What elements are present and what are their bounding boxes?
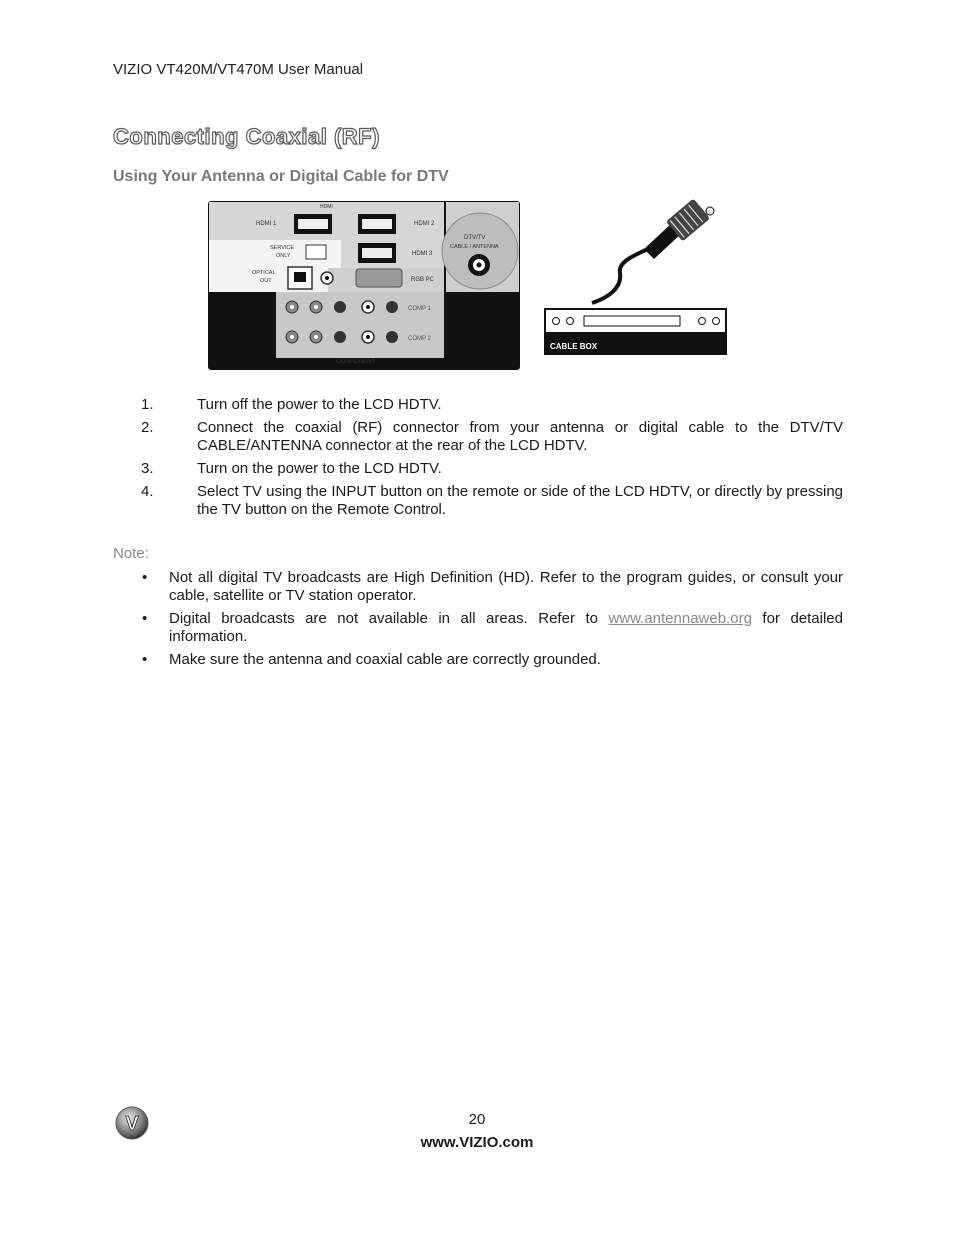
bullet: • bbox=[142, 651, 148, 668]
list-item bbox=[113, 460, 843, 478]
hdmi2-label: HDMI 2 bbox=[414, 221, 435, 227]
service-port bbox=[306, 245, 326, 259]
step-number: 1. bbox=[141, 396, 154, 413]
step-text: Connect the coaxial (RF) connector from your antenna or digital cable to the DTV/TV CABLE/ANTENNA connector at the rear of the LCD HDTV. bbox=[197, 419, 843, 454]
step-number: 2. bbox=[141, 419, 154, 436]
dtv-antenna-highlight bbox=[442, 213, 518, 289]
cable-box-diagram bbox=[544, 193, 728, 357]
note-text: Not all digital TV broadcasts are High Definition (HD). Refer to the program guides, or consult your cable, satellite or TV station operator. bbox=[169, 569, 843, 604]
note-list bbox=[113, 569, 843, 674]
optical-label-1: OPTICAL bbox=[252, 270, 276, 276]
hdmi3-label: HDMI 3 bbox=[412, 251, 433, 257]
list-item bbox=[113, 483, 843, 519]
service-label-1: SERVICE bbox=[270, 245, 295, 251]
bullet: • bbox=[142, 610, 148, 627]
list-item bbox=[113, 610, 843, 646]
step-text: Turn off the power to the LCD HDTV. bbox=[197, 396, 442, 413]
section-title: Connecting Coaxial (RF) bbox=[113, 124, 380, 149]
optical-label-2: OUT bbox=[260, 278, 272, 284]
logo-letter: V bbox=[125, 1113, 139, 1135]
bullet: • bbox=[142, 569, 148, 586]
comp1-label: COMP 1 bbox=[408, 306, 431, 312]
note-text: Digital broadcasts are not available in all areas. Refer to bbox=[169, 610, 609, 627]
step-number: 4. bbox=[141, 483, 154, 500]
dtv-label-2: CABLE / ANTENNA bbox=[450, 244, 499, 250]
hdmi1-label: HDMI 1 bbox=[256, 221, 277, 227]
list-item bbox=[113, 419, 843, 455]
hdmi-header-label: HDMI bbox=[320, 204, 333, 210]
rgb-pc-label: RGB PC bbox=[411, 277, 435, 283]
list-item bbox=[113, 569, 843, 605]
component-label: COMPONENT bbox=[336, 359, 375, 365]
coaxial-cable bbox=[592, 249, 648, 303]
antennaweb-link[interactable]: www.antennaweb.org bbox=[608, 610, 752, 627]
footer-website: www.VIZIO.com bbox=[420, 1134, 534, 1151]
rgb-pc-port bbox=[356, 269, 402, 287]
note-text: Make sure the antenna and coaxial cable are correctly grounded. bbox=[169, 651, 601, 668]
service-label-2: ONLY bbox=[276, 253, 291, 259]
section-subtitle: Using Your Antenna or Digital Cable for DTV bbox=[113, 168, 449, 185]
list-item bbox=[113, 651, 843, 669]
list-item bbox=[113, 396, 843, 414]
instruction-steps bbox=[113, 396, 843, 524]
step-text: Turn on the power to the LCD HDTV. bbox=[197, 460, 442, 477]
comp2-label: COMP 2 bbox=[408, 336, 431, 342]
dtv-label-1: DTV/TV bbox=[464, 235, 486, 241]
note-text: for detailed information. bbox=[169, 610, 843, 645]
note-label: Note: bbox=[113, 545, 149, 562]
manual-header: VIZIO VT420M/VT470M User Manual bbox=[113, 61, 364, 78]
cable-box-label: CABLE BOX bbox=[550, 342, 598, 351]
page-number: 20 bbox=[468, 1111, 486, 1128]
step-number: 3. bbox=[141, 460, 154, 477]
tv-rear-panel-diagram bbox=[208, 201, 520, 370]
step-text: Select TV using the INPUT button on the remote or side of the LCD HDTV, or directly by pressing the TV button on the Remote Control. bbox=[197, 483, 843, 518]
